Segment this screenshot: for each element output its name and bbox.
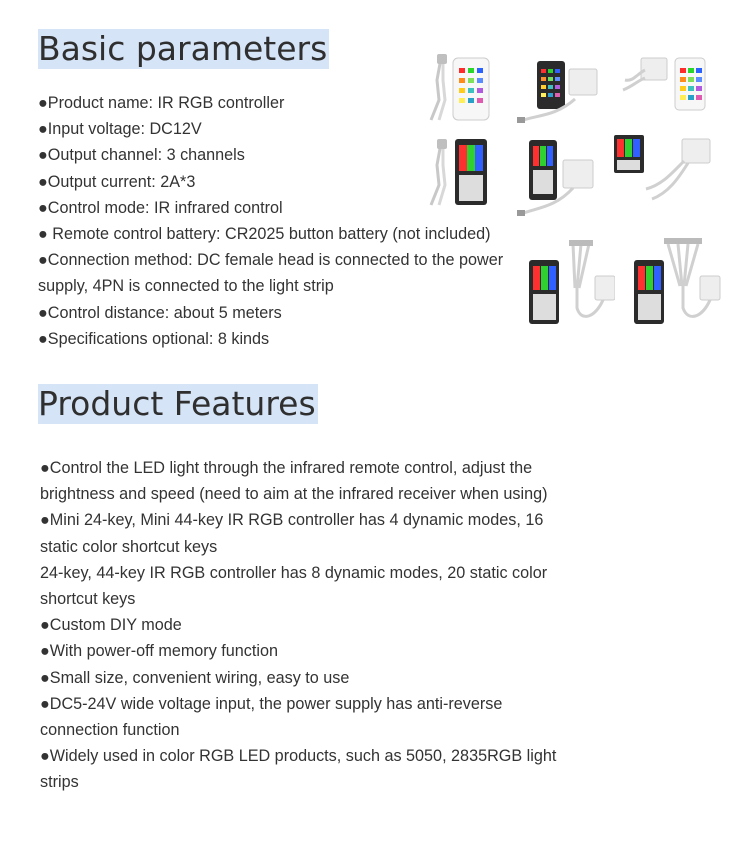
list-item: 24-key, 44-key IR RGB controller has 8 dynamic modes, 20 static color shortcut keys xyxy=(40,563,548,609)
product-features-heading: Product Features xyxy=(38,384,316,423)
list-item: ●Control distance: about 5 meters xyxy=(38,303,282,322)
44-key-controller-photo xyxy=(515,138,600,218)
list-item: ●Control the LED light through the infrared remote control, adjust the brightness and speed (need to aim at the infrared receiver when using) xyxy=(40,459,548,504)
24-key-2-way-controller-photo xyxy=(615,50,710,122)
list-item: ●Connection method: DC female head is connected to the power supply, 4PN is connected to the light strip xyxy=(38,251,504,296)
mini-44-key-controller-photo xyxy=(425,135,495,210)
mini-24-key-controller-photo xyxy=(425,50,495,125)
44-key-3-way-controller-photo xyxy=(525,238,615,328)
list-item: ●Specifications optional: 8 kinds xyxy=(38,329,270,348)
list-item: ● Remote control battery: CR2025 button battery (not included) xyxy=(38,225,491,244)
list-item: ●DC5-24V wide voltage input, the power supply has anti-reverse connection function xyxy=(40,694,503,740)
list-item: ●Widely used in color RGB LED products, such as 5050, 2835RGB light strips xyxy=(40,747,557,792)
list-item: ●Mini 24-key, Mini 44-key IR RGB controller has 4 dynamic modes, 16 static color shortcut keys xyxy=(40,511,544,556)
product-features-list xyxy=(40,455,570,796)
list-item: ●Input voltage: DC12V xyxy=(38,120,202,139)
list-item: ●Small size, convenient wiring, easy to use xyxy=(40,668,350,687)
basic-parameters-heading: Basic parameters xyxy=(38,29,328,68)
24-key-controller-photo xyxy=(515,55,605,127)
44-key-2-way-controller-photo xyxy=(612,133,712,208)
list-item: ●With power-off memory function xyxy=(40,642,278,661)
list-item: ●Product name: IR RGB controller xyxy=(38,94,285,112)
list-item: ●Custom DIY mode xyxy=(40,616,182,635)
basic-parameters-list xyxy=(38,90,538,352)
list-item: ●Control mode: IR infrared control xyxy=(38,198,283,217)
list-item: ●Output current: 2A*3 xyxy=(38,172,196,191)
44-key-4-way-controller-photo xyxy=(630,236,722,328)
list-item: ●Output channel: 3 channels xyxy=(38,146,245,165)
